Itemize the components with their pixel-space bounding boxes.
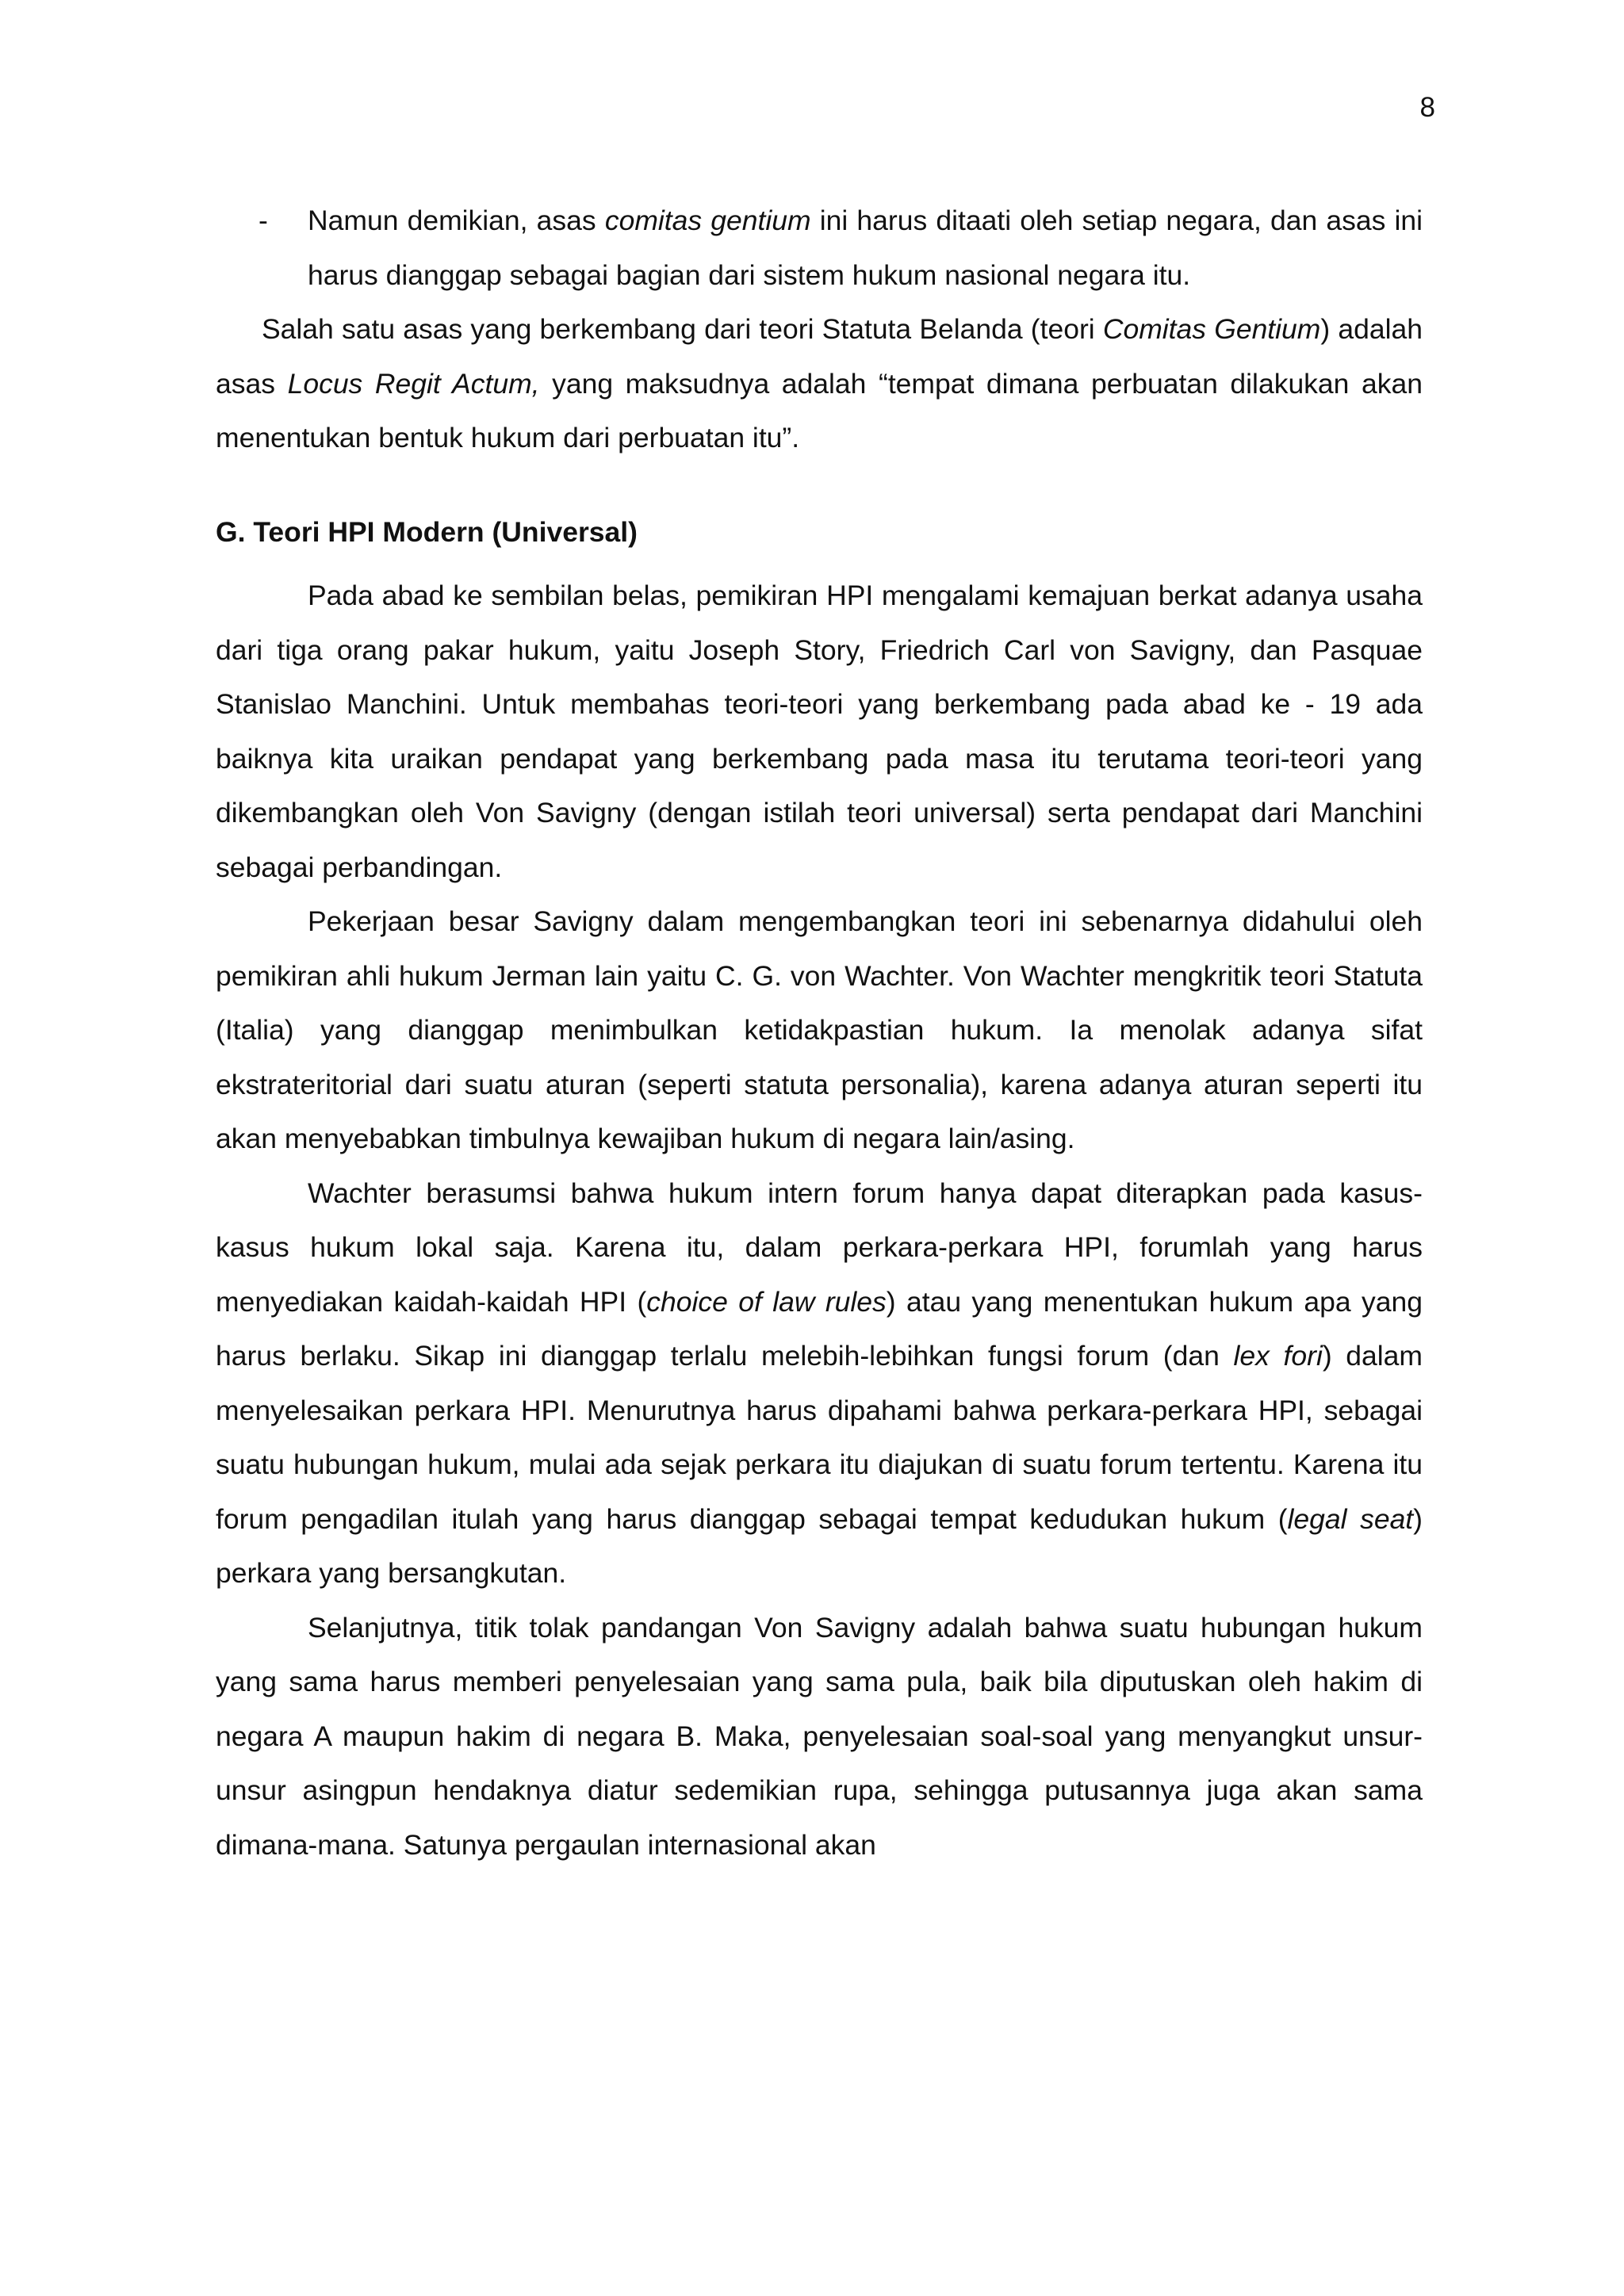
para0-italic-2: Locus Regit Actum, — [287, 367, 540, 400]
bullet-dash: - — [259, 205, 268, 236]
para3-italic-3: legal seat — [1287, 1502, 1414, 1535]
para0-text-1: Salah satu asas yang berkembang dari teori Statuta Belanda (teori — [262, 313, 1103, 345]
bullet-italic-term: comitas gentium — [604, 205, 811, 236]
body-text — [216, 193, 1423, 1872]
para3-text-4: ) perkara yang bersangkutan. — [216, 1502, 1423, 1589]
para3-text-1: Wachter berasumsi bahwa hukum intern forum hanya dapat diterapkan pada kasus-kasus hukum lokal saja. Karena itu, dalam perkara-perkara HPI, forumlah yang harus menyediakan kaidah-kaidah HPI ( — [216, 1177, 1423, 1318]
para3-text-3: ) dalam menyelesaikan perkara HPI. Menurutnya harus dipahami bahwa perkara-perkara HPI, sebagai suatu hubungan hukum, mulai ada sejak perkara itu diajukan di suatu forum tertentu. Karena itu forum pengadilan itulah yang harus dianggap sebagai tempat kedudukan hukum ( — [216, 1340, 1423, 1535]
para3-italic-1: choice of law rules — [646, 1285, 887, 1318]
paragraph-2: Pekerjaan besar Savigny dalam mengembangkan teori ini sebenarnya didahului oleh pemikiran ahli hukum Jerman lain yaitu C. G. von Wachter. Von Wachter mengkritik teori Statuta (Italia) yang dianggap menimbulkan ketidakpastian hukum. Ia menolak adanya sifat ekstrateritorial dari suatu aturan (seperti statuta personalia), karena adanya aturan seperti itu akan menyebabkan timbulnya kewajiban hukum di negara lain/asing. — [216, 905, 1423, 1154]
bullet-text-2: ini harus ditaati oleh setiap negara, dan asas ini harus dianggap sebagai bagian dari sistem hukum nasional negara itu. — [308, 205, 1423, 291]
para3-italic-2: lex fori — [1233, 1340, 1323, 1372]
spacer — [216, 465, 1423, 505]
para0-italic-1: Comitas Gentium — [1102, 313, 1321, 345]
page-number: 8 — [1419, 92, 1435, 123]
bullet-text-1: Namun demikian, asas — [308, 205, 605, 236]
paragraph-locus-regit-actum — [216, 302, 1423, 465]
paragraph-1: Pada abad ke sembilan belas, pemikiran HPI mengalami kemajuan berkat adanya usaha dari tiga orang pakar hukum, yaitu Joseph Story, Friedrich Carl von Savigny, dan Pasquae Stanislao Manchini. Untuk membahas teori-teori yang berkembang pada abad ke - 19 ada baiknya kita uraikan pendapat yang berkembang pada masa itu terutama teori-teori yang dikembangkan oleh Von Savigny (dengan istilah teori universal) serta pendapat dari Manchini sebagai perbandingan. — [216, 580, 1423, 883]
spacer — [216, 559, 1423, 568]
bullet-item — [216, 193, 1423, 302]
paragraph-4: Selanjutnya, titik tolak pandangan Von Savigny adalah bahwa suatu hubungan hukum yang sama harus memberi penyelesaian yang sama pula, baik bila diputuskan oleh hakim di negara A maupun hakim di negara B. Maka, penyelesaian soal-soal yang menyangkut unsur-unsur asingpun hendaknya diatur sedemikian rupa, sehingga putusannya juga akan sama dimana-mana. Satunya pergaulan internasional akan — [216, 1611, 1423, 1861]
para0-text-2: ) adalah asas — [216, 313, 1423, 400]
para0-text-3: yang maksudnya adalah “tempat dimana perbuatan dilakukan akan menentukan bentuk hukum dari perbuatan itu”. — [216, 367, 1423, 453]
para3-text-2: ) atau yang menentukan hukum apa yang harus berlaku. Sikap ini dianggap terlalu melebih-lebihkan fungsi forum (dan — [216, 1285, 1423, 1372]
section-heading: G. Teori HPI Modern (Universal) — [216, 515, 638, 548]
paragraph-3 — [216, 1166, 1423, 1601]
